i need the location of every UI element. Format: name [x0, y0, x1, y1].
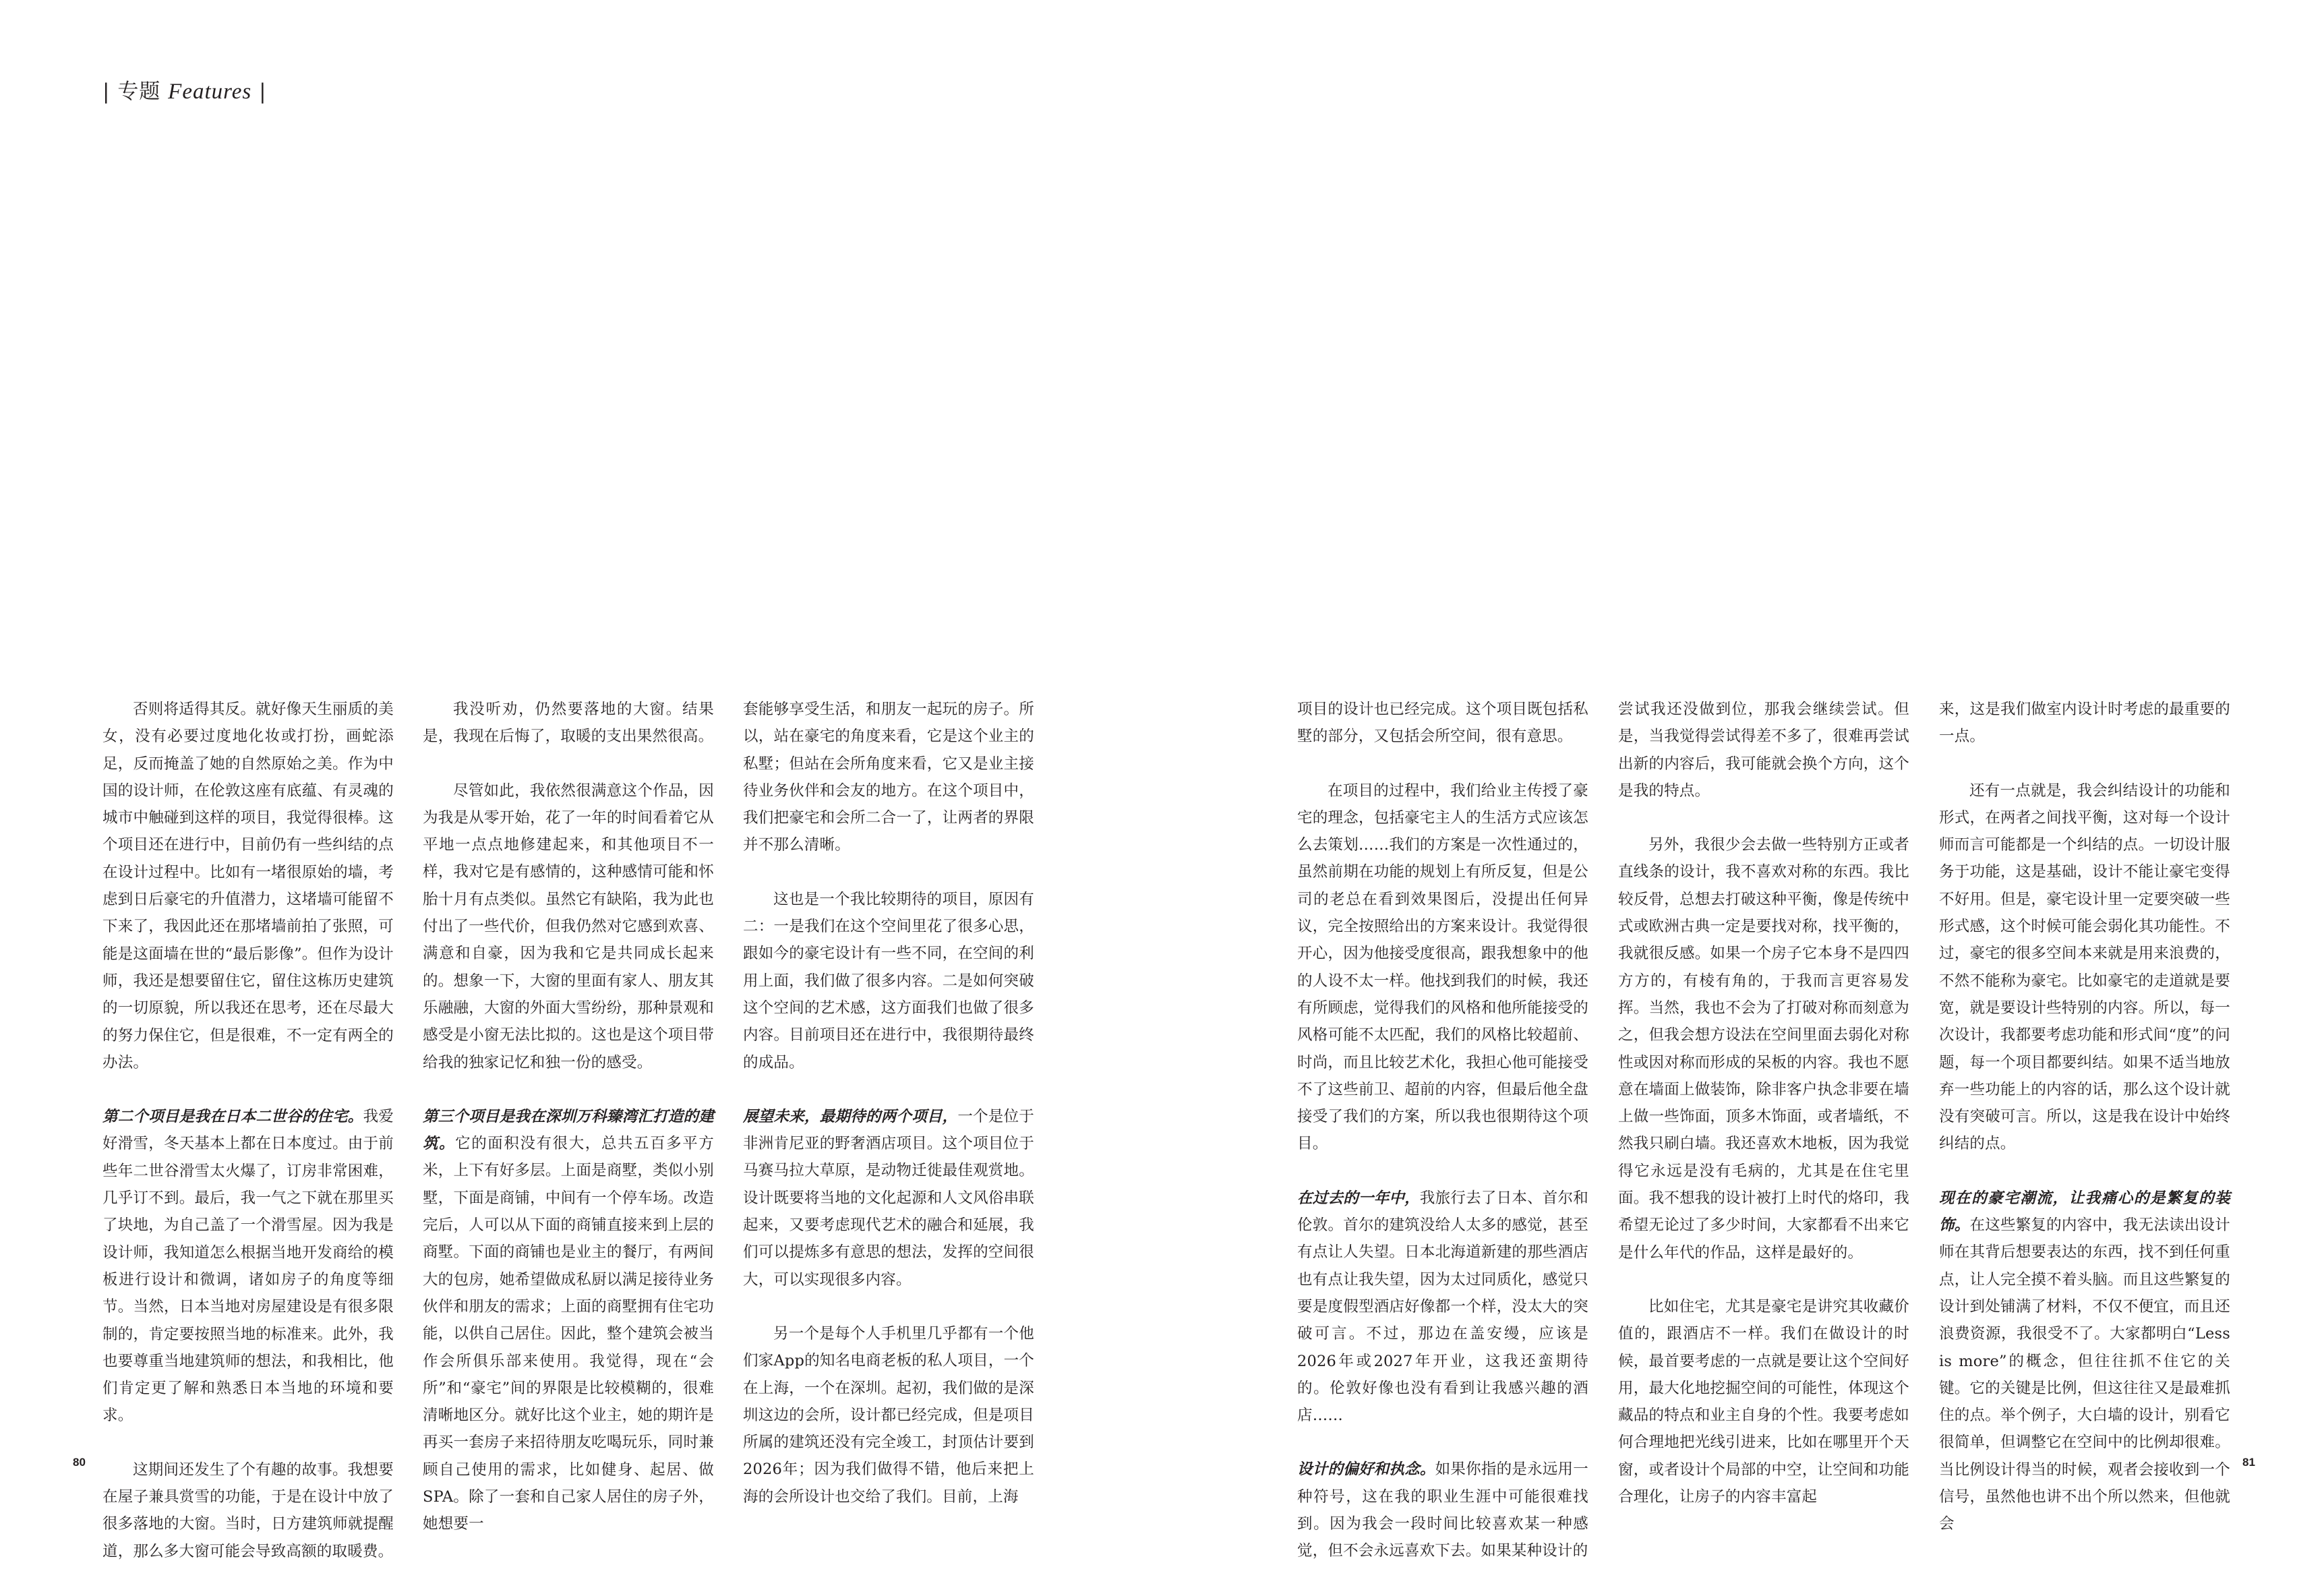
text-column-6 — [1939, 696, 2230, 1565]
text-column-2 — [423, 696, 714, 1565]
body-paragraph — [743, 1103, 1034, 1293]
paragraph-text: 这期间还发生了个有趣的故事。我想要在屋子兼具赏雪的功能，于是在设计中放了很多落地的大窗。当时，日方建筑师就提醒道，那么多大窗可能会导致高额的取暖费。 — [102, 1461, 394, 1560]
body-paragraph — [1939, 1185, 2230, 1538]
text-column-1 — [102, 696, 394, 1592]
paragraph-text: 来，这是我们做室内设计时考虑的最重要的一点。 — [1939, 701, 2230, 746]
paragraph-text: 比如住宅，尤其是豪宅是讲究其收藏价值的，跟酒店不一样。我们在做设计的时候，最首要考虑的一点就是要让这个空间好用，最大化地挖掘空间的可能性，体现这个藏品的特点和业主自身的个性。我要考虑如何合理地把光线引进来，比如在哪里开个天窗，或者设计个局部的中空，让空间和功能合理化，让房子的内容丰富起 — [1618, 1297, 1909, 1506]
body-paragraph — [743, 886, 1034, 1076]
body-paragraph — [102, 696, 394, 1076]
page-number-left: 80 — [73, 1456, 86, 1469]
body-paragraph — [743, 696, 1034, 859]
text-column-4 — [1297, 696, 1588, 1592]
paragraph-lead-heading: 第三个项目是我在深圳万科臻湾汇打造的建筑。 — [423, 1107, 714, 1153]
paragraph-text: 另一个是每个人手机里几乎都有一个他们家App的知名电商老板的私人项目，一个在上海，一个在深圳。起初，我们做的是深圳这边的会所，设计都已经完成，但是项目所属的建筑还没有完全竣工，封顶估计要到2026年；因为我们做得不错，他后来把上海的会所设计也交给了我们。目前，上海 — [743, 1324, 1034, 1506]
paragraph-text: 还有一点就是，我会纠结设计的功能和形式，在两者之间找平衡，这对每一个设计师而言可能都是一个纠结的点。一切设计服务于功能，这是基础，设计不能让豪宅变得不好用。但是，豪宅设计里一定要突破一些形式感，这个时候可能会弱化其功能性。不过，豪宅的很多空间本来就是用来浪费的，不然不能称为豪宅。比如豪宅的走道就是要宽，就是要设计些特别的内容。所以，每一次设计，我都要考虑功能和形式间“度”的问题，每一个项目都要纠结。如果不适当地放弃一些功能上的内容的话，那么这个设计就没有突破可言。所以，这是我在设计中始终纠结的点。 — [1939, 782, 2231, 1153]
paragraph-lead-heading: 展望未来，最期待的两个项目， — [743, 1107, 958, 1125]
body-paragraph — [1618, 831, 1909, 1266]
body-paragraph — [423, 696, 714, 750]
paragraph-text: 一个是位于非洲肯尼亚的野奢酒店项目。这个项目位于马赛马拉大草原，是动物迁徙最佳观赏地。设计既要将当地的文化起源和人文风俗串联起来，又要考虑现代艺术的融合和延展，我们可以提炼多有意思的想法，发挥的空间很大，可以实现很多内容。 — [743, 1107, 1034, 1289]
body-paragraph — [102, 1103, 394, 1429]
left-page — [0, 0, 1162, 1560]
body-paragraph — [1297, 777, 1588, 1158]
body-paragraph — [1939, 696, 2230, 750]
text-column-3 — [743, 696, 1034, 1537]
paragraph-text: 尽管如此，我依然很满意这个作品，因为我是从零开始，花了一年的时间看着它从平地一点点地修建起来，和其他项目不一样，我对它是有感情的，这种感情可能和怀胎十月有点类似。虽然它有缺陷，我为此也付出了一些代价，但我仍然对它感到欢喜、满意和自豪，因为我和它是共同成长起来的。想象一下，大窗的里面有家人、朋友其乐融融，大窗的外面大雪纷纷，那种景观和感受是小窗无法比拟的。这也是这个项目带给我的独家记忆和独一份的感受。 — [423, 782, 714, 1071]
paragraph-lead-heading: 第二个项目是我在日本二世谷的住宅。 — [102, 1108, 363, 1126]
header-cn-label: 专题 — [117, 80, 161, 104]
header-bar-left: | — [102, 80, 111, 104]
paragraph-text: 否则将适得其反。就好像天生丽质的美女，没有必要过度地化妆或打扮，画蛇添足，反而掩盖了她的自然原始之美。作为中国的设计师，在伦敦这座有底蕴、有灵魂的城市中触碰到这样的项目，我觉得很棒。这个项目还在进行中，目前仍有一些纠结的点在设计过程中。比如有一堵很原始的墙，考虑到日后豪宅的升值潜力，这堵墙可能留不下来了，我因此还在那堵墙前拍了张照，可能是这面墙在世的“最后影像”。但作为设计师，我还是想要留住它，留住这栋历史建筑的一切原貌，所以我还在思考，还在尽最大的努力保住它，但是很难，不一定有两全的办法。 — [102, 701, 394, 1071]
paragraph-text: 我没听劝，仍然要落地的大窗。结果是，我现在后悔了，取暖的支出果然很高。 — [423, 701, 714, 746]
body-paragraph — [1618, 696, 1909, 804]
paragraph-text: 我爱好滑雪，冬天基本上都在日本度过。由于前些年二世谷滑雪太火爆了，订房非常困难，几乎订不到。最后，我一气之下就在那里买了块地，为自己盖了一个滑雪屋。因为我是设计师，我知道怎么根据当地开发商给的模板进行设计和微调，诸如房子的角度等细节。当然，日本当地对房屋建设是有很多限制的，肯定要按照当地的标准来。此外，我也要尊重当地建筑师的想法，和我相比，他们肯定更了解和熟悉日本当地的环境和要求。 — [102, 1108, 394, 1425]
section-header — [102, 74, 267, 105]
body-paragraph — [1939, 777, 2230, 1158]
paragraph-text: 在项目的过程中，我们给业主传授了豪宅的理念，包括豪宅主人的生活方式应该怎么去策划……我们的方案是一次性通过的，虽然前期在功能的规划上有所反复，但是公司的老总在看到效果图后，没提出任何异议，完全按照给出的方案来设计。我觉得很开心，因为他接受度很高，跟我想象中的他的人设不太一样。他找到我们的时候，我还有所顾虑，觉得我们的风格和他所能接受的风格可能不太匹配，我们的风格比较超前、时尚，而且比较艺术化，我担心他可能接受不了这些前卫、超前的内容，但最后他全盘接受了我们的方案，所以我也很期待这个项目。 — [1297, 782, 1588, 1153]
paragraph-text: 另外，我很少会去做一些特别方正或者直线条的设计，我不喜欢对称的东西。我比较反骨，总想去打破这种平衡，像是传统中式或欧洲古典一定是要找对称，找平衡的，我就很反感。如果一个房子它本身不是四四方方的，有棱有角的，于我而言更容易发挥。当然，我也不会为了打破对称而刻意为之，但我会想方设法在空间里面去弱化对称性或因对称而形成的呆板的内容。我也不愿意在墙面上做装饰，除非客户执念非要在墙上做一些饰面，顶多木饰面，或者墙纸，不然我只刷白墙。我还喜欢木地板，因为我觉得它永远是没有毛病的，尤其是在住宅里面。我不想我的设计被打上时代的烙印，我希望无论过了多少时间，大家都看不出来它是什么年代的作品，这样是最好的。 — [1618, 836, 1909, 1262]
body-paragraph — [423, 1103, 714, 1538]
page-number-right: 81 — [2242, 1456, 2255, 1469]
right-page — [1162, 0, 2324, 1560]
paragraph-text: 套能够享受生活，和朋友一起玩的房子。所以，站在豪宅的角度来看，它是这个业主的私墅；但站在会所角度来看，它又是业主接待业务伙伴和会友的地方。在这个项目中，我们把豪宅和会所二合一了，让两者的界限并不那么清晰。 — [743, 701, 1034, 854]
body-paragraph — [1618, 1293, 1909, 1510]
body-paragraph — [1297, 696, 1588, 750]
paragraph-text: 尝试我还没做到位，那我会继续尝试。但是，当我觉得尝试得差不多了，很难再尝试出新的内容后，我可能就会换个方向，这个是我的特点。 — [1618, 701, 1909, 800]
paragraph-lead-heading: 设计的偏好和执念。 — [1297, 1461, 1435, 1479]
paragraph-text: 它的面积没有很大，总共五百多平方米，上下有好多层。上面是商墅，类似小别墅，下面是商铺，中间有一个停车场。改造完后，人可以从下面的商铺直接来到上层的商墅。下面的商铺也是业主的餐厅，有两间大的包房，她希望做成私厨以满足接待业务伙伴和朋友的需求；上面的商墅拥有住宅功能，以供自己居住。因此，整个建筑会被当作会所俱乐部来使用。我觉得，现在“会所”和“豪宅”间的界限是比较模糊的，很难清晰地区分。就好比这个业主，她的期许是再买一套房子来招待朋友吃喝玩乐，同时兼顾自己使用的需求，比如健身、起居、做SPA。除了一套和自己家人居住的房子外，她想要一 — [423, 1135, 714, 1533]
header-en-label: Features — [168, 80, 252, 104]
body-paragraph — [1297, 1185, 1588, 1429]
text-column-5 — [1618, 696, 1909, 1537]
body-paragraph — [102, 1456, 394, 1565]
paragraph-lead-heading: 现在的豪宅潮流，让我痛心的是繁复的装饰。 — [1939, 1189, 2230, 1235]
body-paragraph — [743, 1320, 1034, 1510]
paragraph-text: 如果你指的是永远用一种符号，这在我的职业生涯中可能很难找到。因为我会一段时间比较喜欢某一种感觉，但不会永远喜欢下去。如果某种设计的 — [1297, 1461, 1588, 1560]
paragraph-text: 在这些繁复的内容中，我无法读出设计师在其背后想要表达的东西，找不到任何重点，让人完全摸不着头脑。而且这些繁复的设计到处铺满了材料，不仅不便宜，而且还浪费资源，我很受不了。大家都明白“Less is more”的概念，但往往抓不住它的关键。它的关键是比例，但这往往又是最难抓住的点。举个例子，大白墙的设计，别看它很简单，但调整它在空间中的比例却很难。当比例设计得当的时候，观者会接收到一个信号，虽然他也讲不出个所以然来，但他就会 — [1939, 1216, 2230, 1533]
paragraph-text: 这也是一个我比较期待的项目，原因有二：一是我们在这个空间里花了很多心思，跟如今的豪宅设计有一些不同，在空间的利用上面，我们做了很多内容。二是如何突破这个空间的艺术感，这方面我们也做了很多内容。目前项目还在进行中，我很期待最终的成品。 — [743, 890, 1034, 1071]
paragraph-text: 我旅行去了日本、首尔和伦敦。首尔的建筑没给人太多的感觉，甚至有点让人失望。日本北海道新建的那些酒店也有点让我失望，因为太过同质化，感觉只要是度假型酒店好像都一个样，没太大的突破可言。不过，那边在盖安缦，应该是2026年或2027年开业，这我还蛮期待的。伦敦好像也没有看到让我感兴趣的酒店…… — [1297, 1189, 1588, 1425]
body-paragraph — [1297, 1456, 1588, 1564]
header-bar-right: | — [259, 80, 267, 104]
body-paragraph — [423, 777, 714, 1076]
paragraph-lead-heading: 在过去的一年中， — [1297, 1189, 1420, 1207]
paragraph-text: 项目的设计也已经完成。这个项目既包括私墅的部分，又包括会所空间，很有意思。 — [1297, 701, 1588, 746]
